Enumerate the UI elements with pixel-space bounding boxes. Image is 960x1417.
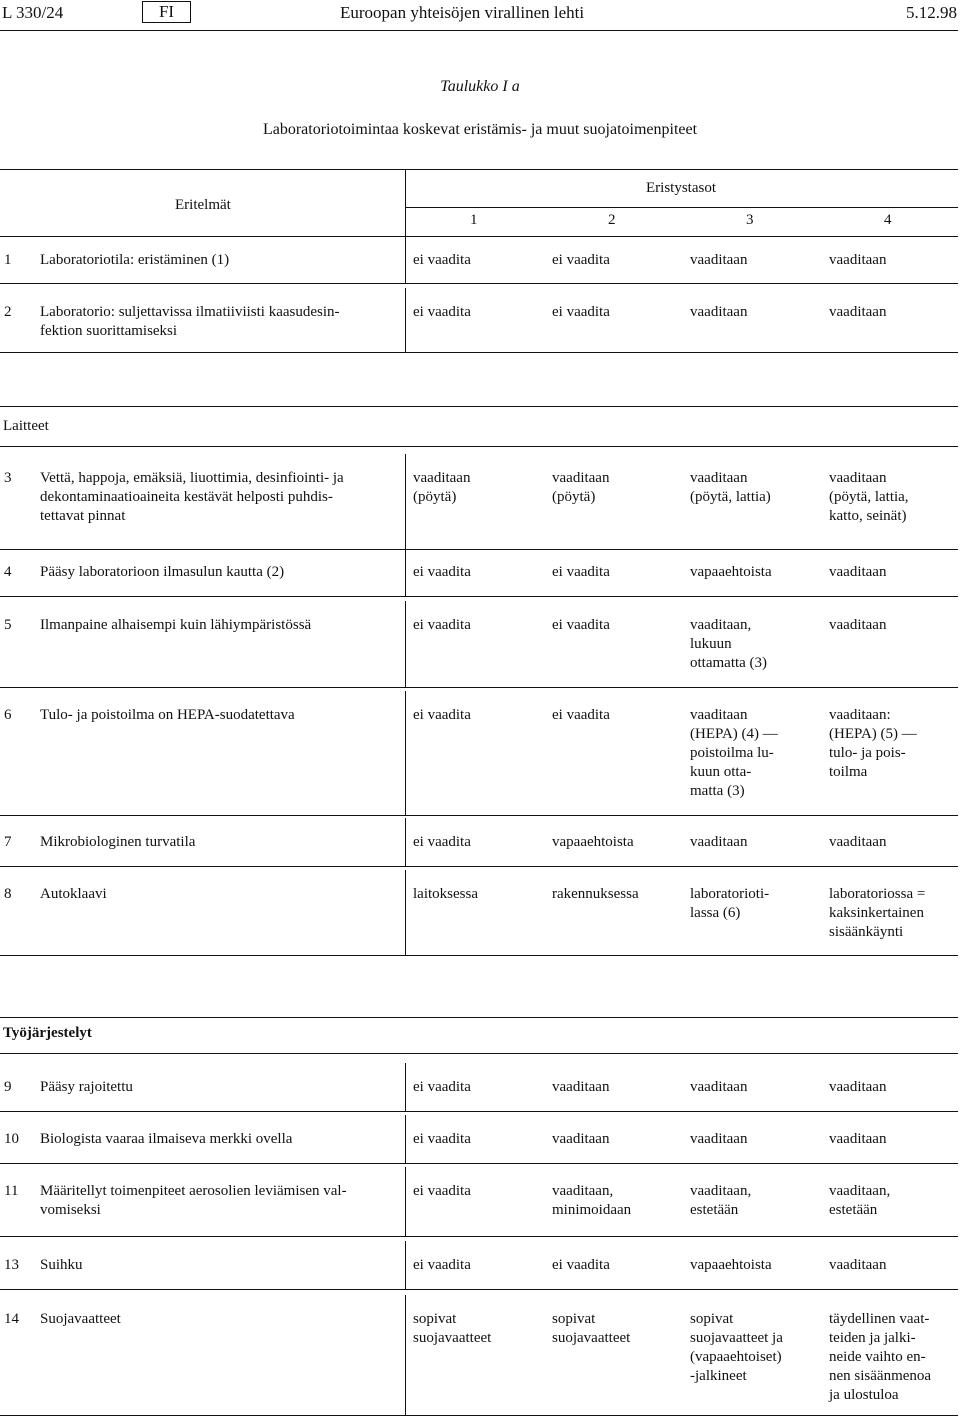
row-number: 7 — [4, 834, 12, 850]
level-2-value: ei vaadita — [552, 564, 610, 580]
level-3-value: vaaditaan — [690, 834, 748, 850]
levels-group-rule — [405, 207, 958, 208]
row-description: Laboratorio: suljettavissa ilmatiiviisti kaasudesin- — [40, 304, 340, 320]
page-number: L 330/24 — [2, 3, 64, 22]
column-rule — [405, 288, 406, 352]
row-rule — [0, 1415, 958, 1416]
issue-date: 5.12.98 — [906, 3, 957, 22]
level-3-value: kuun otta- — [690, 764, 752, 780]
level-1-value: ei vaadita — [413, 564, 471, 580]
level-1-value: vaaditaan — [413, 470, 471, 486]
page-header — [0, 0, 960, 30]
level-2-value: vapaaehtoista — [552, 834, 634, 850]
column-rule — [405, 1241, 406, 1289]
level-3-value: (HEPA) (4) — — [690, 726, 778, 742]
level-1-value: ei vaadita — [413, 1257, 471, 1273]
row-rule — [0, 687, 958, 688]
level-2-value: vaaditaan, — [552, 1183, 614, 1199]
level-1-value: ei vaadita — [413, 707, 471, 723]
level-3-value: vaaditaan — [690, 1079, 748, 1095]
row-rule — [0, 596, 958, 597]
row-rule — [0, 549, 958, 550]
row-description: Tulo- ja poistoilma on HEPA-suodatettava — [40, 707, 295, 723]
row-description: Pääsy rajoitettu — [40, 1079, 133, 1095]
level-4-value: (HEPA) (5) — — [829, 726, 917, 742]
level-4-value: nen sisäänmenoa — [829, 1368, 932, 1384]
level-4-value: sisäänkäynti — [829, 924, 904, 940]
level-2-value: ei vaadita — [552, 304, 610, 320]
row-rule — [0, 1111, 958, 1112]
level-3-value: matta (3) — [690, 783, 745, 799]
row-number: 4 — [4, 564, 12, 580]
level-3-value: ottamatta (3) — [690, 655, 768, 671]
level-header-2: 2 — [608, 212, 616, 228]
level-header-1: 1 — [470, 212, 478, 228]
level-4-value: laboratoriossa = — [829, 886, 926, 902]
level-4-value: vaaditaan, — [829, 1183, 891, 1199]
column-rule — [405, 818, 406, 866]
level-1-value: (pöytä) — [413, 489, 457, 505]
level-3-value: suojavaatteet ja — [690, 1330, 783, 1346]
header-bottom-rule — [0, 236, 958, 237]
header-rule — [0, 30, 958, 31]
level-4-value: vaaditaan — [829, 470, 887, 486]
level-3-value: laboratorioti- — [690, 886, 770, 902]
level-4-value: vaaditaan — [829, 834, 887, 850]
level-4-value: vaaditaan — [829, 1079, 887, 1095]
level-1-value: ei vaadita — [413, 1079, 471, 1095]
row-number: 8 — [4, 886, 12, 902]
level-1-value: laitoksessa — [413, 886, 478, 902]
level-1-value: ei vaadita — [413, 617, 471, 633]
level-header-4: 4 — [884, 212, 892, 228]
level-1-value: ei vaadita — [413, 1183, 471, 1199]
column-rule — [405, 1063, 406, 1111]
section-rule — [0, 406, 958, 407]
level-3-value: sopivat — [690, 1311, 734, 1327]
level-2-value: rakennuksessa — [552, 886, 639, 902]
level-3-value: poistoilma lu- — [690, 745, 774, 761]
row-description: Vettä, happoja, emäksiä, liuottimia, desinfiointi- ja — [40, 470, 344, 486]
level-3-value: vaaditaan — [690, 1131, 748, 1147]
row-description: fektion suorittamiseksi — [40, 323, 178, 339]
level-4-value: täydellinen vaat- — [829, 1311, 930, 1327]
row-description: vomiseksi — [40, 1202, 101, 1218]
level-1-value: ei vaadita — [413, 252, 471, 268]
level-2-value: minimoidaan — [552, 1202, 632, 1218]
row-rule — [0, 866, 958, 867]
level-1-value: sopivat — [413, 1311, 457, 1327]
level-4-value: vaaditaan — [829, 252, 887, 268]
level-3-value: lassa (6) — [690, 905, 741, 921]
row-description: Suojavaatteet — [40, 1311, 121, 1327]
level-1-value: ei vaadita — [413, 304, 471, 320]
level-4-value: vaaditaan — [829, 1131, 887, 1147]
level-2-value: ei vaadita — [552, 617, 610, 633]
level-2-value: sopivat — [552, 1311, 596, 1327]
level-3-value: lukuun — [690, 636, 732, 652]
column-rule — [405, 548, 406, 596]
column-rule — [405, 1295, 406, 1415]
row-number: 6 — [4, 707, 12, 723]
level-2-value: vaaditaan — [552, 1079, 610, 1095]
language-badge: FI — [142, 1, 191, 23]
row-description: Autoklaavi — [40, 886, 107, 902]
level-4-value: vaaditaan — [829, 1257, 887, 1273]
row-rule — [0, 283, 958, 284]
level-4-value: vaaditaan: — [829, 707, 891, 723]
column-rule — [405, 1115, 406, 1163]
level-2-value: (pöytä) — [552, 489, 596, 505]
row-rule — [0, 1163, 958, 1164]
level-2-value: suojavaatteet — [552, 1330, 631, 1346]
level-4-value: kaksinkertainen — [829, 905, 924, 921]
row-rule — [0, 955, 958, 956]
level-2-value: vaaditaan — [552, 1131, 610, 1147]
column-rule — [405, 236, 406, 283]
row-number: 10 — [4, 1131, 19, 1147]
row-number: 11 — [4, 1183, 19, 1199]
level-header-3: 3 — [746, 212, 754, 228]
level-2-value: ei vaadita — [552, 707, 610, 723]
level-4-value: (pöytä, lattia, — [829, 489, 909, 505]
level-3-value: estetään — [690, 1202, 739, 1218]
level-3-value: vapaaehtoista — [690, 1257, 772, 1273]
row-description: Mikrobiologinen turvatila — [40, 834, 196, 850]
level-3-value: vaaditaan, — [690, 617, 752, 633]
journal-title: Euroopan yhteisöjen virallinen lehti — [340, 3, 585, 22]
level-3-value: (vapaaehtoiset) — [690, 1349, 782, 1365]
level-1-value: ei vaadita — [413, 834, 471, 850]
row-number: 13 — [4, 1257, 19, 1273]
row-number: 3 — [4, 470, 12, 486]
level-3-value: (pöytä, lattia) — [690, 489, 771, 505]
column-header-levels: Eristystasot — [646, 180, 716, 196]
row-description: Määritellyt toimenpiteet aerosolien leviämisen val- — [40, 1183, 347, 1199]
row-description: tettavat pinnat — [40, 508, 126, 524]
column-rule — [405, 454, 406, 549]
table-number: Taulukko I a — [440, 78, 520, 95]
column-rule — [405, 1167, 406, 1236]
level-3-value: vaaditaan, — [690, 1183, 752, 1199]
level-3-value: vaaditaan — [690, 470, 748, 486]
level-4-value: teiden ja jalki- — [829, 1330, 916, 1346]
row-description: Ilmanpaine alhaisempi kuin lähiympäristössä — [40, 617, 312, 633]
level-3-value: vaaditaan — [690, 304, 748, 320]
row-number: 14 — [4, 1311, 19, 1327]
row-number: 5 — [4, 617, 12, 633]
section-work: Työjärjestelyt — [3, 1025, 92, 1041]
row-description: Suihku — [40, 1257, 83, 1273]
row-rule — [0, 352, 958, 353]
column-rule — [405, 170, 406, 236]
row-description: Laboratoriotila: eristäminen (1) — [40, 252, 230, 268]
section-rule — [0, 1053, 958, 1054]
level-4-value: katto, seinät) — [829, 508, 907, 524]
level-3-value: vaaditaan — [690, 252, 748, 268]
section-equipment: Laitteet — [3, 418, 49, 434]
column-header-specs: Eritelmät — [175, 197, 231, 213]
level-4-value: vaaditaan — [829, 304, 887, 320]
table-title: Laboratoriotoimintaa koskevat eristämis- ja muut suojatoimenpiteet — [262, 121, 698, 138]
level-2-value: ei vaadita — [552, 252, 610, 268]
row-rule — [0, 815, 958, 816]
level-4-value: vaaditaan — [829, 617, 887, 633]
column-rule — [405, 601, 406, 687]
level-4-value: estetään — [829, 1202, 878, 1218]
row-description: Biologista vaaraa ilmaiseva merkki ovella — [40, 1131, 293, 1147]
level-4-value: vaaditaan — [829, 564, 887, 580]
level-2-value: ei vaadita — [552, 1257, 610, 1273]
table-top-rule — [0, 169, 958, 170]
row-number: 2 — [4, 304, 12, 320]
level-4-value: toilma — [829, 764, 868, 780]
row-description: Pääsy laboratorioon ilmasulun kautta (2) — [40, 564, 285, 580]
row-number: 1 — [4, 252, 12, 268]
level-1-value: ei vaadita — [413, 1131, 471, 1147]
level-4-value: ja ulostuloa — [829, 1387, 899, 1403]
level-3-value: -jalkineet — [690, 1368, 747, 1384]
row-rule — [0, 1289, 958, 1290]
column-rule — [405, 691, 406, 815]
row-number: 9 — [4, 1079, 12, 1095]
level-4-value: tulo- ja pois- — [829, 745, 906, 761]
section-rule — [0, 1017, 958, 1018]
column-rule — [405, 870, 406, 955]
level-4-value: neide vaihto en- — [829, 1349, 926, 1365]
section-rule — [0, 446, 958, 447]
row-description: dekontaminaatioaineita kestävät helposti puhdis- — [40, 489, 333, 505]
row-rule — [0, 1236, 958, 1237]
level-3-value: vapaaehtoista — [690, 564, 772, 580]
level-2-value: vaaditaan — [552, 470, 610, 486]
level-1-value: suojavaatteet — [413, 1330, 492, 1346]
level-3-value: vaaditaan — [690, 707, 748, 723]
